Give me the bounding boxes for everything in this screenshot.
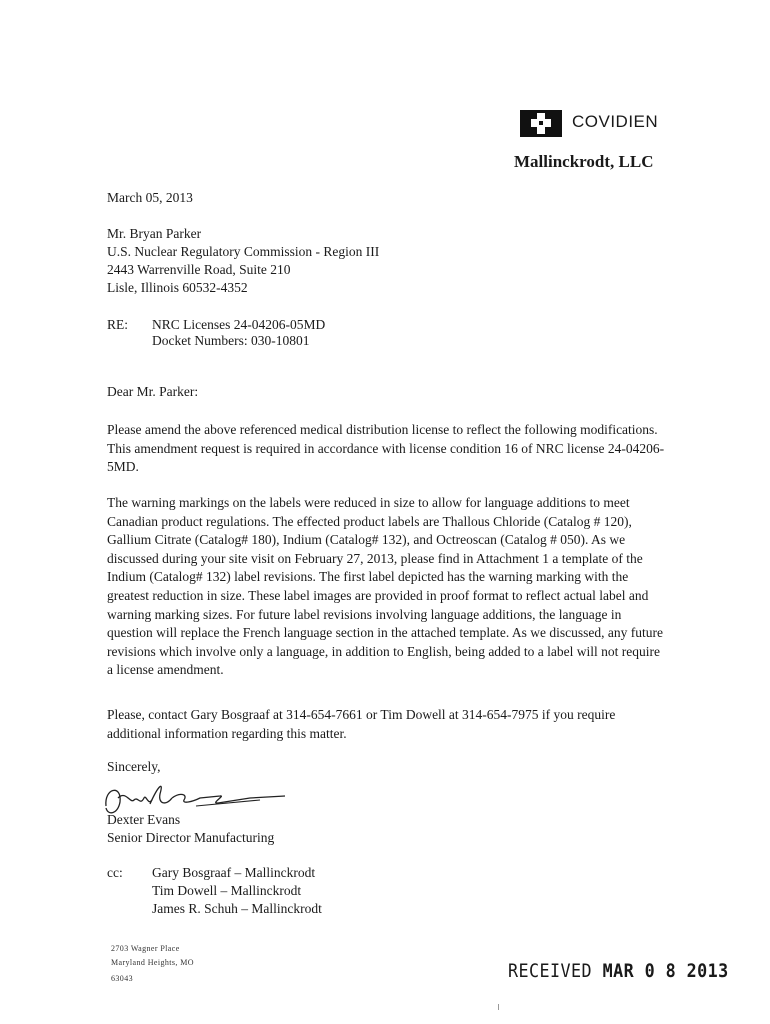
signer-name: Dexter Evans bbox=[107, 812, 181, 827]
footer-address-line: 2703 Wagner Place bbox=[111, 944, 180, 953]
recipient-line: Mr. Bryan Parker bbox=[107, 226, 202, 241]
company-name: Mallinckrodt, LLC bbox=[514, 152, 654, 171]
body-paragraph: The warning markings on the labels were reduced in size to allow for language additions to meet Canadian product regulations. The effected product labels are Thallous Chloride (Catalog # 120), Gallium Citrate (Catalog# 180), Indium (Catalog# 132), and Octreoscan (Catalog # 050). As we discussed during your site visit on February 27, 2013, please find in Attachment 1 a template of the Indium (Catalog# 132) label revisions. The first label depicted has the warning marking with the greatest reduction in size. These label images are provided in proof format to reflect actual label and warning marking sizes. For future label revisions involving language additions, the language in question will replace the French language section in the attached template. As we discussed, any future revisions which involve only a language, in addition to English, being added to a label will not require a license amendment. bbox=[107, 495, 663, 678]
recipient-line: 2443 Warrenville Road, Suite 210 bbox=[107, 262, 291, 277]
re-label: RE: bbox=[107, 317, 129, 332]
footer-address-line: Maryland Heights, MO bbox=[111, 958, 194, 967]
received-stamp-date: MAR 0 8 2013 bbox=[602, 960, 729, 982]
salutation: Dear Mr. Parker: bbox=[107, 384, 199, 399]
body-paragraph: Please, contact Gary Bosgraaf at 314-654-7661 or Tim Dowell at 314-654-7975 if you require additional information regarding this matter. bbox=[107, 707, 616, 741]
covidien-logo-icon bbox=[520, 110, 562, 137]
footer-address-line: 63043 bbox=[111, 974, 133, 983]
re-line: Docket Numbers: 030-10801 bbox=[152, 333, 310, 348]
recipient-line: U.S. Nuclear Regulatory Commission - Region III bbox=[107, 244, 380, 259]
scan-mark bbox=[498, 1004, 499, 1010]
letter-date: March 05, 2013 bbox=[107, 190, 193, 205]
re-line: NRC Licenses 24-04206-05MD bbox=[152, 317, 326, 332]
recipient-line: Lisle, Illinois 60532-4352 bbox=[107, 280, 248, 295]
cc-item: James R. Schuh – Mallinckrodt bbox=[152, 901, 322, 916]
cc-label: cc: bbox=[107, 865, 123, 880]
signer-title: Senior Director Manufacturing bbox=[107, 830, 275, 845]
received-stamp bbox=[508, 960, 729, 982]
body-paragraph: Please amend the above referenced medical distribution license to reflect the following modifications. This amendment request is required in accordance with license condition 16 of NRC license 24-04206-5MD. bbox=[107, 422, 665, 475]
received-stamp-label: RECEIVED bbox=[508, 960, 593, 982]
cc-item: Gary Bosgraaf – Mallinckrodt bbox=[152, 865, 316, 880]
logo-text: COVIDIEN bbox=[572, 112, 659, 131]
closing: Sincerely, bbox=[107, 759, 161, 774]
cc-item: Tim Dowell – Mallinckrodt bbox=[152, 883, 302, 898]
